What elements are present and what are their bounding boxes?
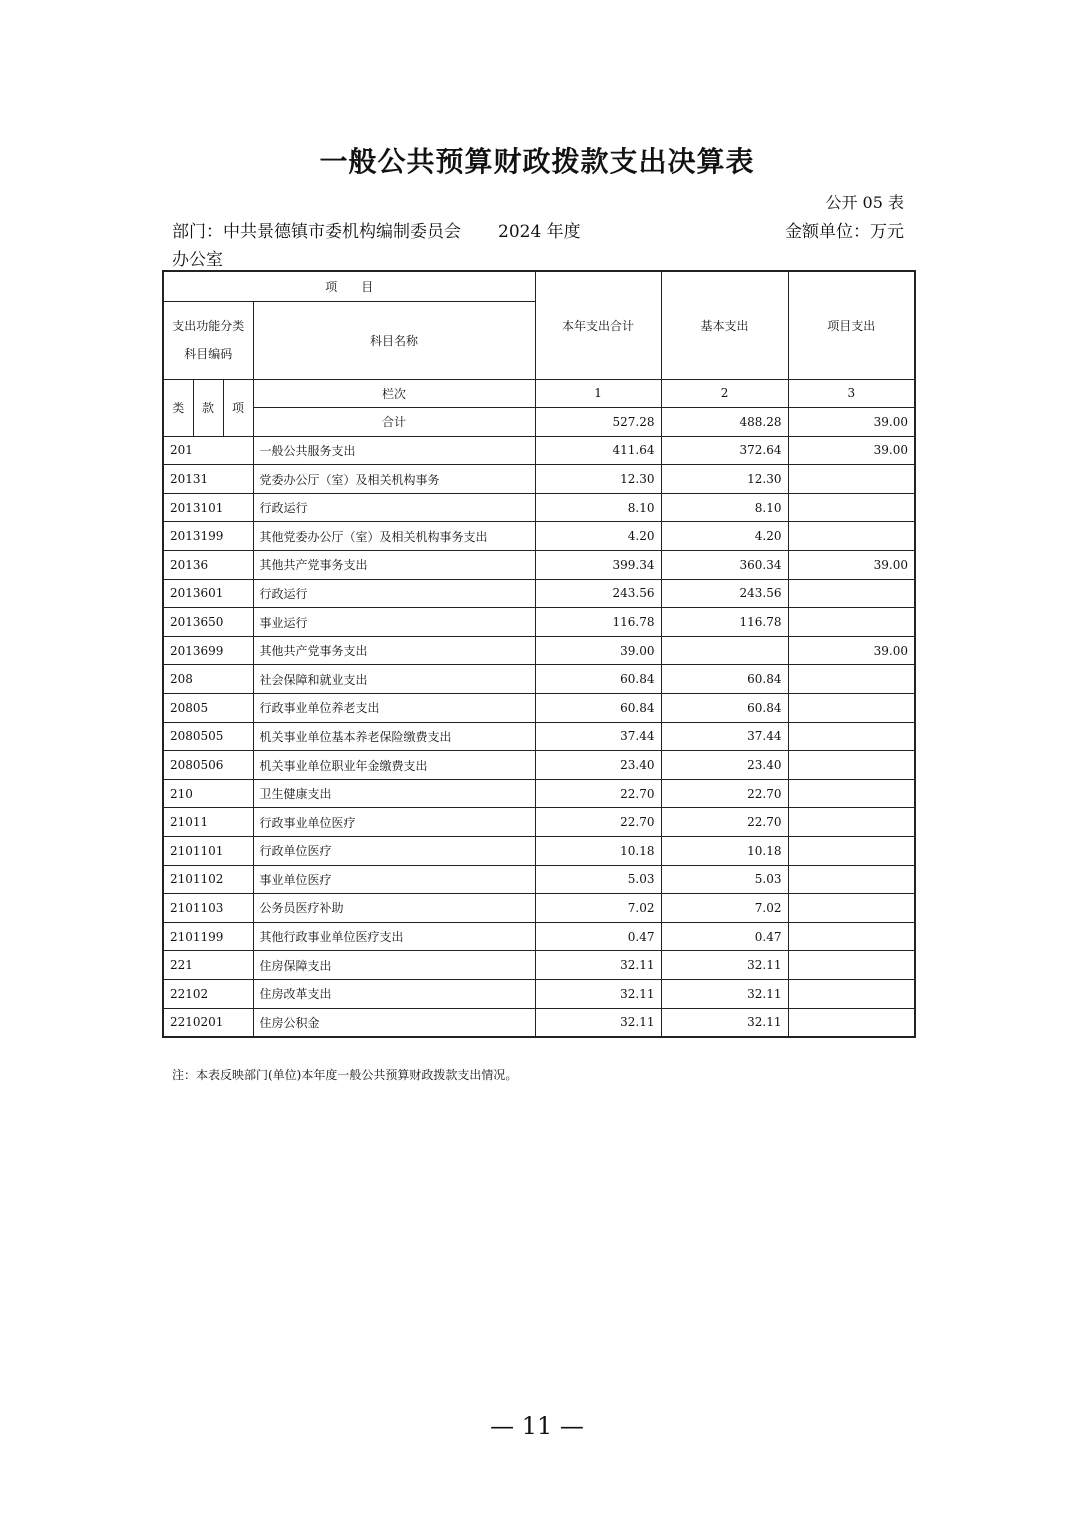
row-code: 2080505: [163, 722, 253, 751]
row-code: 201: [163, 436, 253, 465]
row-project: [788, 694, 915, 723]
row-project: [788, 493, 915, 522]
header-project: 项 目: [163, 271, 535, 301]
row-total: 23.40: [535, 751, 661, 780]
row-code: 20805: [163, 694, 253, 723]
row-project: [788, 894, 915, 923]
row-name: 住房保障支出: [253, 951, 535, 980]
row-basic: 360.34: [661, 551, 788, 580]
row-code: 20136: [163, 551, 253, 580]
table-row: [163, 1008, 915, 1037]
table-row: [163, 979, 915, 1008]
header-lei: 类: [163, 379, 193, 436]
row-basic: 10.18: [661, 837, 788, 866]
table-row: [163, 951, 915, 980]
table-row: [163, 922, 915, 951]
total-label: 合计: [253, 408, 535, 437]
row-code: 2013101: [163, 493, 253, 522]
row-total: 22.70: [535, 779, 661, 808]
row-project: 39.00: [788, 436, 915, 465]
table-row: [163, 751, 915, 780]
row-name: 事业运行: [253, 608, 535, 637]
department-label: 部门：中共景德镇市委机构编制委员会办公室: [172, 222, 461, 270]
table-row: [163, 636, 915, 665]
row-basic: 243.56: [661, 579, 788, 608]
row-basic: 60.84: [661, 665, 788, 694]
row-code: 2210201: [163, 1008, 253, 1037]
row-name: 行政单位医疗: [253, 837, 535, 866]
row-name: 机关事业单位职业年金缴费支出: [253, 751, 535, 780]
table-row: [163, 722, 915, 751]
row-project: [788, 1008, 915, 1037]
row-project: [788, 979, 915, 1008]
row-name: 卫生健康支出: [253, 779, 535, 808]
header-project-expense: 项目支出: [788, 271, 915, 379]
header-total: 本年支出合计: [535, 271, 661, 379]
lanci-2: 2: [661, 379, 788, 408]
row-project: [788, 751, 915, 780]
row-basic: 7.02: [661, 894, 788, 923]
row-basic: 32.11: [661, 1008, 788, 1037]
form-number: 公开 05 表: [825, 193, 904, 212]
row-total: 32.11: [535, 979, 661, 1008]
row-project: [788, 665, 915, 694]
row-project: [788, 951, 915, 980]
row-basic: 4.20: [661, 522, 788, 551]
row-code: 2013601: [163, 579, 253, 608]
row-project: [788, 922, 915, 951]
table-row: [163, 522, 915, 551]
table-row: [163, 493, 915, 522]
row-project: [788, 465, 915, 494]
row-basic: 32.11: [661, 951, 788, 980]
row-name: 事业单位医疗: [253, 865, 535, 894]
row-name: 其他共产党事务支出: [253, 636, 535, 665]
row-basic: 32.11: [661, 979, 788, 1008]
unit-label: 金额单位：万元: [785, 222, 904, 242]
row-project: [788, 722, 915, 751]
page-number: — 11 —: [490, 1412, 584, 1440]
total-sum: 527.28: [535, 408, 661, 437]
row-total: 60.84: [535, 694, 661, 723]
row-code: 2013699: [163, 636, 253, 665]
row-project: [788, 579, 915, 608]
table-row: [163, 808, 915, 837]
row-basic: 23.40: [661, 751, 788, 780]
row-total: 60.84: [535, 665, 661, 694]
row-total: 399.34: [535, 551, 661, 580]
row-name: 一般公共服务支出: [253, 436, 535, 465]
row-total: 243.56: [535, 579, 661, 608]
table-note: 注：本表反映部门(单位)本年度一般公共预算财政拨款支出情况。: [172, 1068, 518, 1082]
table-row: [163, 837, 915, 866]
row-total: 7.02: [535, 894, 661, 923]
row-code: 208: [163, 665, 253, 694]
page-title: 一般公共预算财政拨款支出决算表: [319, 145, 755, 178]
lanci-label: 栏次: [253, 379, 535, 408]
row-total: 22.70: [535, 808, 661, 837]
row-total: 10.18: [535, 837, 661, 866]
row-basic: 22.70: [661, 808, 788, 837]
total-basic: 488.28: [661, 408, 788, 437]
header-xiang: 项: [223, 379, 253, 436]
table-row: [163, 694, 915, 723]
row-total: 116.78: [535, 608, 661, 637]
header-code: 支出功能分类科目编码: [163, 301, 253, 379]
row-total: 4.20: [535, 522, 661, 551]
row-code: 221: [163, 951, 253, 980]
row-code: 2101199: [163, 922, 253, 951]
row-code: 2101102: [163, 865, 253, 894]
total-project: 39.00: [788, 408, 915, 437]
row-basic: 8.10: [661, 493, 788, 522]
row-basic: 12.30: [661, 465, 788, 494]
row-total: 32.11: [535, 951, 661, 980]
table-row: [163, 579, 915, 608]
row-total: 0.47: [535, 922, 661, 951]
row-total: 411.64: [535, 436, 661, 465]
row-name: 机关事业单位基本养老保险缴费支出: [253, 722, 535, 751]
row-name: 公务员医疗补助: [253, 894, 535, 923]
row-name: 住房改革支出: [253, 979, 535, 1008]
table-row: [163, 865, 915, 894]
row-basic: 372.64: [661, 436, 788, 465]
row-code: 2080506: [163, 751, 253, 780]
row-code: 2013650: [163, 608, 253, 637]
row-project: [788, 779, 915, 808]
header-kuan: 款: [193, 379, 223, 436]
row-name: 其他行政事业单位医疗支出: [253, 922, 535, 951]
row-code: 21011: [163, 808, 253, 837]
row-name: 行政事业单位医疗: [253, 808, 535, 837]
row-code: 22102: [163, 979, 253, 1008]
row-project: [788, 522, 915, 551]
table-row: [163, 436, 915, 465]
table-row: [163, 608, 915, 637]
row-name: 其他共产党事务支出: [253, 551, 535, 580]
row-total: 12.30: [535, 465, 661, 494]
row-name: 社会保障和就业支出: [253, 665, 535, 694]
row-basic: 22.70: [661, 779, 788, 808]
row-project: [788, 608, 915, 637]
row-basic: 5.03: [661, 865, 788, 894]
row-total: 5.03: [535, 865, 661, 894]
table-row: [163, 551, 915, 580]
row-name: 行政运行: [253, 493, 535, 522]
row-code: 20131: [163, 465, 253, 494]
lanci-1: 1: [535, 379, 661, 408]
row-basic: 60.84: [661, 694, 788, 723]
row-name: 行政事业单位养老支出: [253, 694, 535, 723]
row-total: 39.00: [535, 636, 661, 665]
row-code: 2101103: [163, 894, 253, 923]
row-name: 行政运行: [253, 579, 535, 608]
row-name: 其他党委办公厅（室）及相关机构事务支出: [253, 522, 535, 551]
row-total: 32.11: [535, 1008, 661, 1037]
row-code: 210: [163, 779, 253, 808]
lanci-3: 3: [788, 379, 915, 408]
row-project: 39.00: [788, 636, 915, 665]
row-total: 8.10: [535, 493, 661, 522]
row-total: 37.44: [535, 722, 661, 751]
table-row: [163, 465, 915, 494]
row-basic: 37.44: [661, 722, 788, 751]
row-code: 2101101: [163, 837, 253, 866]
header-name: 科目名称: [253, 301, 535, 379]
row-basic: 116.78: [661, 608, 788, 637]
row-project: [788, 865, 915, 894]
row-name: 住房公积金: [253, 1008, 535, 1037]
row-basic: 0.47: [661, 922, 788, 951]
row-project: 39.00: [788, 551, 915, 580]
year-label: 2024 年度: [498, 222, 581, 242]
row-basic: [661, 636, 788, 665]
header-basic: 基本支出: [661, 271, 788, 379]
row-project: [788, 837, 915, 866]
expenditure-table: [162, 270, 916, 1038]
table-row: [163, 779, 915, 808]
table-row: [163, 665, 915, 694]
row-code: 2013199: [163, 522, 253, 551]
row-project: [788, 808, 915, 837]
row-name: 党委办公厅（室）及相关机构事务: [253, 465, 535, 494]
table-row: [163, 894, 915, 923]
